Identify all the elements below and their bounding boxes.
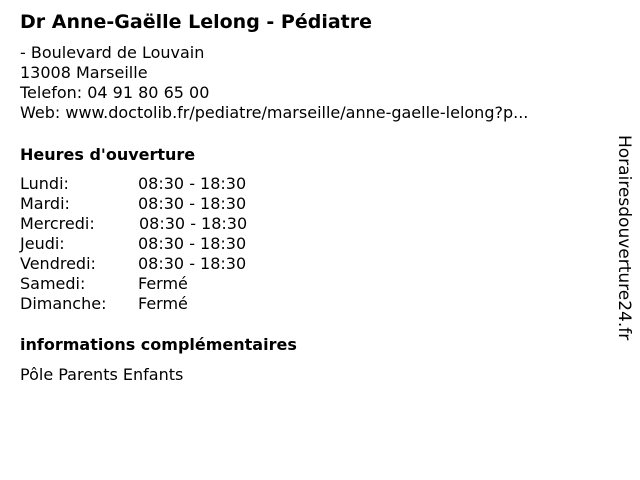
day-label: Samedi: xyxy=(20,274,86,293)
hours-value: 08:30 - 18:30 xyxy=(138,234,247,253)
hours-value: 08:30 - 18:30 xyxy=(139,214,248,233)
additional-info-text: Pôle Parents Enfants xyxy=(20,365,184,384)
day-label: Dimanche: xyxy=(20,294,107,313)
postal-city: 13008 Marseille xyxy=(20,63,148,82)
day-label: Vendredi: xyxy=(20,254,96,273)
phone-number[interactable]: Telefon: 04 91 80 65 00 xyxy=(20,83,210,102)
opening-hours-heading: Heures d'ouverture xyxy=(20,145,196,164)
hours-value: Fermé xyxy=(138,294,188,313)
hours-value: 08:30 - 18:30 xyxy=(138,194,247,213)
day-label: Mardi: xyxy=(20,194,70,213)
hours-value: Fermé xyxy=(138,274,188,293)
page-title: Dr Anne-Gaëlle Lelong - Pédiatre xyxy=(20,11,373,33)
day-label: Jeudi: xyxy=(20,234,65,253)
website-link[interactable]: Web: www.doctolib.fr/pediatre/marseille/anne-gaelle-lelong?p... xyxy=(20,103,529,122)
hours-value: 08:30 - 18:30 xyxy=(138,254,247,273)
hours-value: 08:30 - 18:30 xyxy=(138,174,247,193)
additional-info-heading: informations complémentaires xyxy=(20,335,297,354)
day-label: Lundi: xyxy=(20,174,69,193)
site-watermark: Horairesdouverture24.fr xyxy=(614,135,634,341)
contact-block xyxy=(20,43,528,123)
day-label: Mercredi: xyxy=(20,214,95,233)
street-address: - Boulevard de Louvain xyxy=(20,43,205,62)
